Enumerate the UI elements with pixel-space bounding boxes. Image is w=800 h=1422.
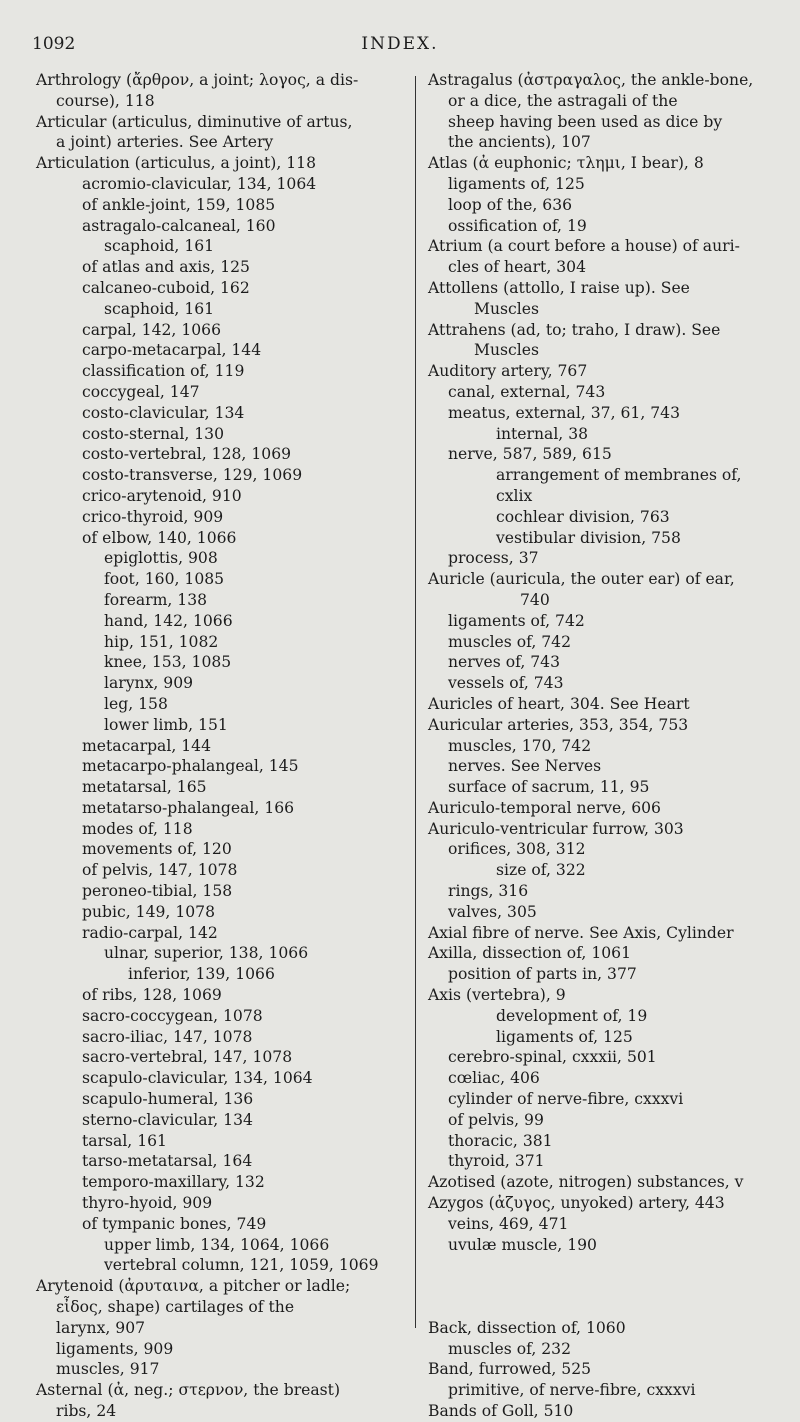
index-subentry: hip, 151, 1082 <box>104 632 219 651</box>
index-subentry: course), 118 <box>56 91 155 110</box>
index-subentry: of pelvis, 147, 1078 <box>82 861 238 880</box>
index-entry <box>428 1255 774 1276</box>
index-entry: Azotised (azote, nitrogen) substances, v <box>428 1173 744 1192</box>
right-column <box>428 70 774 1422</box>
index-subentry: thyro-hyoid, 909 <box>82 1194 213 1213</box>
index-subentry: vertebral column, 121, 1059, 1069 <box>104 1256 379 1275</box>
index-subentry: knee, 153, 1085 <box>104 653 232 672</box>
left-column <box>36 70 406 1422</box>
index-subentry: cœliac, 406 <box>448 1069 540 1088</box>
index-subentry: muscles, 917 <box>56 1360 160 1379</box>
index-subentry: position of parts in, 377 <box>448 965 637 984</box>
index-entry <box>428 1297 774 1318</box>
index-subentry: larynx, 909 <box>104 674 194 693</box>
index-subentry: cylinder of nerve-fibre, cxxxvi <box>448 1090 684 1109</box>
index-subentry: epiglottis, 908 <box>104 549 218 568</box>
index-subentry: metacarpal, 144 <box>82 736 212 755</box>
index-subentry: astragalo-calcaneal, 160 <box>82 216 276 235</box>
index-subentry: loop of the, 636 <box>448 195 573 214</box>
index-subentry: size of, 322 <box>496 861 586 880</box>
index-entry: Attrahens (ad, to; traho, I draw). See <box>428 320 721 339</box>
index-subentry: εἶδος, shape) cartilages of the <box>56 1298 295 1317</box>
index-subentry: acromio-clavicular, 134, 1064 <box>82 174 317 193</box>
index-entry: Auricle (auricula, the outer ear) of ear, <box>428 570 735 589</box>
index-subentry: hand, 142, 1066 <box>104 611 233 630</box>
index-entry: Arthrology (ἄρθρον, a joint; λογος, a dis- <box>36 71 359 89</box>
index-subentry: ligaments of, 125 <box>448 174 585 193</box>
index-subentry: movements of, 120 <box>82 840 232 859</box>
index-subentry: a joint) arteries. See Artery <box>56 133 274 152</box>
index-subentry: of ankle-joint, 159, 1085 <box>82 195 276 214</box>
index-subentry: leg, 158 <box>104 694 168 713</box>
index-subentry: sterno-clavicular, 134 <box>82 1110 253 1129</box>
index-subentry: tarso-metatarsal, 164 <box>82 1152 253 1171</box>
index-subentry: of ribs, 128, 1069 <box>82 986 222 1005</box>
index-subentry: of atlas and axis, 125 <box>82 258 250 277</box>
index-subentry: muscles of, 232 <box>448 1339 572 1358</box>
index-subentry: classification of, 119 <box>82 362 245 381</box>
column-divider <box>415 76 416 1328</box>
index-subentry: of tympanic bones, 749 <box>82 1214 267 1233</box>
index-subentry: ossification of, 19 <box>448 216 587 235</box>
index-subentry: inferior, 139, 1066 <box>128 965 275 984</box>
index-subentry: ulnar, superior, 138, 1066 <box>104 944 309 963</box>
index-subentry: costo-vertebral, 128, 1069 <box>82 445 292 464</box>
page-number: 1092 <box>32 34 76 54</box>
index-subentry: internal, 38 <box>496 424 589 443</box>
index-subentry: scaphoid, 161 <box>104 237 215 256</box>
running-head: INDEX. <box>361 34 439 54</box>
index-subentry: cxlix <box>496 486 533 505</box>
index-subentry: metatarsal, 165 <box>82 778 207 797</box>
index-subentry: the ancients), 107 <box>448 133 591 152</box>
index-subentry: lower limb, 151 <box>104 715 228 734</box>
index-subentry: orifices, 308, 312 <box>448 840 586 859</box>
index-entry <box>428 1276 774 1297</box>
index-subentry: nerves of, 743 <box>448 653 561 672</box>
index-subentry: uvulæ muscle, 190 <box>448 1235 597 1254</box>
index-subentry: process, 37 <box>448 549 539 568</box>
index-subentry: costo-sternal, 130 <box>82 424 225 443</box>
index-subentry: coccygeal, 147 <box>82 382 200 401</box>
index-subentry: Muscles <box>474 341 539 360</box>
index-subentry: sheep having been used as dice by <box>448 112 723 131</box>
index-subentry: pubic, 149, 1078 <box>82 902 216 921</box>
index-subentry: ligaments of, 125 <box>496 1027 633 1046</box>
index-subentry: of pelvis, 99 <box>448 1110 544 1129</box>
index-subentry: crico-arytenoid, 910 <box>82 486 242 505</box>
index-subentry: surface of sacrum, 11, 95 <box>448 778 650 797</box>
index-subentry: development of, 19 <box>496 1006 648 1025</box>
index-subentry: tarsal, 161 <box>82 1131 167 1150</box>
index-subentry: modes of, 118 <box>82 819 193 838</box>
index-subentry: sacro-iliac, 147, 1078 <box>82 1027 253 1046</box>
index-subentry: canal, external, 743 <box>448 382 606 401</box>
index-subentry: muscles, 170, 742 <box>448 736 592 755</box>
index-subentry: ribs, 24 <box>56 1402 117 1420</box>
index-subentry: sacro-vertebral, 147, 1078 <box>82 1048 293 1067</box>
index-entry: Auriculo-ventricular furrow, 303 <box>428 819 684 838</box>
index-entry: Axial fibre of nerve. See Axis, Cylinder <box>428 923 734 942</box>
index-subentry: cerebro-spinal, cxxxii, 501 <box>448 1048 657 1067</box>
index-subentry: costo-transverse, 129, 1069 <box>82 466 303 485</box>
index-entry: Astragalus (ἀστραγαλος, the ankle-bone, <box>428 71 754 89</box>
index-subentry: vestibular division, 758 <box>496 528 681 547</box>
index-subentry: larynx, 907 <box>56 1318 146 1337</box>
index-entry: Articulation (articulus, a joint), 118 <box>36 154 317 173</box>
index-entry: Axis (vertebra), 9 <box>428 986 566 1005</box>
index-subentry: ligaments of, 742 <box>448 611 585 630</box>
index-subentry: veins, 469, 471 <box>448 1214 569 1233</box>
index-subentry: scapulo-humeral, 136 <box>82 1090 254 1109</box>
index-entry: Back, dissection of, 1060 <box>428 1318 626 1337</box>
index-subentry: costo-clavicular, 134 <box>82 403 245 422</box>
index-entry: Auriculo-temporal nerve, 606 <box>428 798 661 817</box>
index-subentry: Muscles <box>474 299 539 318</box>
index-entry: Bands of Goll, 510 <box>428 1402 574 1420</box>
index-subentry: scapulo-clavicular, 134, 1064 <box>82 1069 313 1088</box>
index-subentry: sacro-coccygean, 1078 <box>82 1006 263 1025</box>
index-subentry: foot, 160, 1085 <box>104 570 225 589</box>
index-subentry: temporo-maxillary, 132 <box>82 1173 265 1192</box>
index-entry: Atlas (ἀ euphonic; τλημι, I bear), 8 <box>428 154 704 173</box>
index-entry: Auricular arteries, 353, 354, 753 <box>428 715 689 734</box>
index-subentry: cles of heart, 304 <box>448 258 586 277</box>
index-subentry: calcaneo-cuboid, 162 <box>82 278 250 297</box>
index-subentry: scaphoid, 161 <box>104 299 215 318</box>
index-subentry: thyroid, 371 <box>448 1152 545 1171</box>
index-subentry: upper limb, 134, 1064, 1066 <box>104 1235 330 1254</box>
index-entry: Attollens (attollo, I raise up). See <box>428 278 690 297</box>
index-subentry: peroneo-tibial, 158 <box>82 882 233 901</box>
index-subentry: meatus, external, 37, 61, 743 <box>448 403 681 422</box>
index-entry: Arytenoid (ἀρυταινα, a pitcher or ladle; <box>36 1277 351 1296</box>
index-entry: Asternal (ἀ, neg.; στερνον, the breast) <box>36 1381 341 1400</box>
index-subentry: carpal, 142, 1066 <box>82 320 222 339</box>
index-subentry: forearm, 138 <box>104 590 208 609</box>
index-subentry: metacarpo-phalangeal, 145 <box>82 757 299 776</box>
index-entry: Azygos (ἀζυγος, unyoked) artery, 443 <box>428 1194 725 1213</box>
index-subentry: or a dice, the astragali of the <box>448 91 678 110</box>
index-subentry: nerve, 587, 589, 615 <box>448 445 612 464</box>
index-subentry: rings, 316 <box>448 882 529 901</box>
index-subentry: primitive, of nerve-fibre, cxxxvi <box>448 1381 696 1400</box>
index-entry: Articular (articulus, diminutive of artus, <box>36 112 353 131</box>
index-subentry: ligaments, 909 <box>56 1339 174 1358</box>
index-subentry: cochlear division, 763 <box>496 507 670 526</box>
index-entry: Axilla, dissection of, 1061 <box>428 944 632 963</box>
index-subentry: nerves. See Nerves <box>448 757 602 776</box>
index-subentry: crico-thyroid, 909 <box>82 507 224 526</box>
index-subentry: carpo-metacarpal, 144 <box>82 341 262 360</box>
index-entry: Auricles of heart, 304. See Heart <box>428 694 690 713</box>
index-entry: Band, furrowed, 525 <box>428 1360 592 1379</box>
index-subentry: arrangement of membranes of, <box>496 466 742 485</box>
index-entry: Atrium (a court before a house) of auri- <box>428 237 740 256</box>
index-subentry: 740 <box>520 590 550 609</box>
index-subentry: valves, 305 <box>448 902 537 921</box>
index-subentry: of elbow, 140, 1066 <box>82 528 237 547</box>
index-entry: Auditory artery, 767 <box>428 362 588 381</box>
index-subentry: muscles of, 742 <box>448 632 572 651</box>
index-subentry: radio-carpal, 142 <box>82 923 218 942</box>
index-subentry: vessels of, 743 <box>448 674 564 693</box>
index-subentry: metatarso-phalangeal, 166 <box>82 798 295 817</box>
index-subentry: thoracic, 381 <box>448 1131 553 1150</box>
